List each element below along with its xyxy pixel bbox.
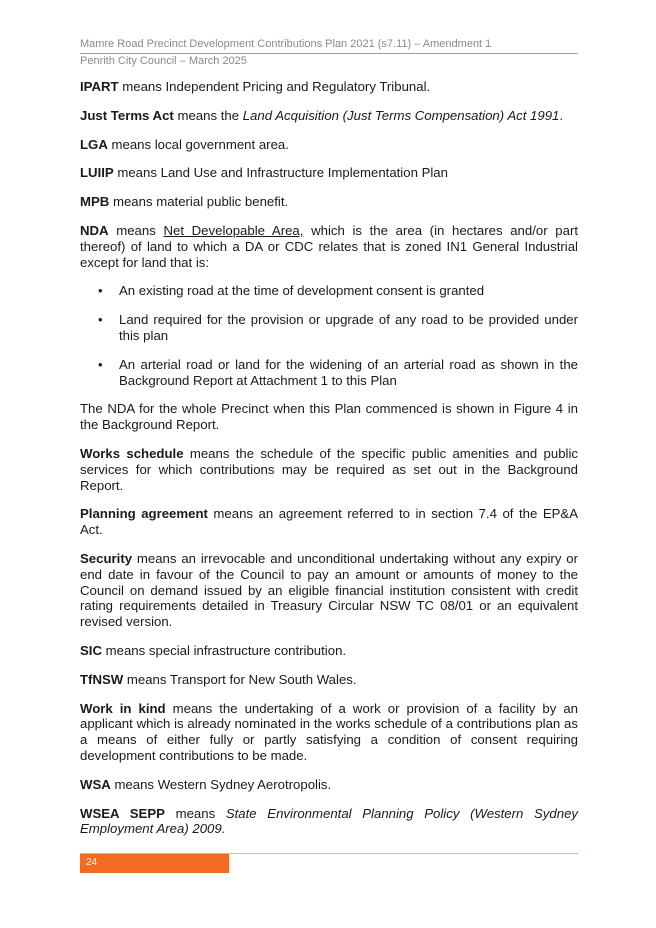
definition-text: means an irrevocable and unconditional undertaking without any expiry or end date in favour of the Council to pay an amount or amounts of money to the Council on demand issued by an eligible financial institution consistent with credit rating requirements detailed in Treasury Circular NSW TC 08/01 or an equivalent revised version. [80, 550, 578, 630]
definition-text: means material public benefit. [109, 194, 289, 210]
bullet-icon: • [98, 356, 103, 372]
definition-mpb [80, 194, 578, 210]
definition-wsea-sepp [80, 806, 578, 838]
definition-nda [80, 223, 578, 270]
definition-text: means the schedule of the specific public amenities and public services for which contributions may be required as set out in the Background Report. [80, 445, 578, 493]
nda-exclusions-list [80, 283, 578, 388]
definition-term: Work in kind [80, 700, 166, 716]
definition-term: SIC [80, 642, 102, 658]
definition-term: TfNSW [80, 671, 124, 687]
definition-term: WSA [80, 776, 111, 792]
definition-wsa [80, 777, 578, 793]
list-item [80, 283, 578, 299]
page-number-tab [80, 854, 229, 873]
nda-underlined-term: Net Developable Area, [163, 222, 304, 238]
bullet-icon: • [98, 312, 103, 328]
definition-lga [80, 137, 578, 153]
definition-text: means [164, 805, 226, 821]
policy-title: State Environmental Planning Policy (Western Sydney Employment Area) 2009. [80, 805, 578, 837]
definition-text: means Independent Pricing and Regulatory Tribunal. [118, 79, 431, 94]
list-item-text: An arterial road or land for the widening of an arterial road as shown in the Background Report at Attachment 1 to this Plan [119, 356, 578, 388]
page-header [80, 38, 578, 68]
list-item-text: Land required for the provision or upgrade of any road to be provided under this plan [119, 312, 578, 343]
definition-term: WSEA SEPP [80, 805, 165, 821]
definition-text: means Transport for New South Wales. [123, 671, 357, 687]
definition-text: means Western Sydney Aerotropolis. [110, 776, 332, 792]
list-item [80, 357, 578, 389]
definition-term: LUIIP [80, 165, 114, 181]
definition-term: Just Terms Act [80, 107, 174, 123]
definition-work-in-kind [80, 701, 578, 764]
document-subtitle: Penrith City Council – March 2025 [80, 55, 247, 67]
definition-text: means [108, 222, 164, 238]
definition-just-terms-act [80, 108, 578, 124]
definition-text-continued: which is the area (in hectares and/or part thereof) of land to which a DA or CDC relates that is zoned IN1 General Industrial except for land that is: [80, 222, 578, 270]
definition-text-end: . [559, 107, 564, 123]
definition-term: Planning agreement [80, 506, 208, 522]
definition-tfnsw [80, 672, 578, 688]
definition-text: means local government area. [107, 136, 289, 152]
definition-planning-agreement [80, 506, 578, 538]
definition-term: Security [80, 550, 133, 566]
definition-text: means an agreement referred to in section 7.4 of the EP&A Act. [80, 506, 578, 538]
definition-text: means Land Use and Infrastructure Implementation Plan [113, 165, 448, 181]
bullet-icon: • [98, 283, 103, 299]
definition-text: means the [173, 107, 243, 123]
page-number: 24 [86, 857, 98, 868]
definition-term: LGA [80, 136, 108, 152]
definition-sic [80, 643, 578, 659]
definition-text: means the undertaking of a work or provision of a facility by an applicant which is already nominated in the works schedule of a contributions plan as a means of either fully or partly satisfying a condition of consent requiring development contributions to be made. [80, 700, 578, 763]
definition-term: IPART [80, 79, 119, 94]
definition-security [80, 551, 578, 630]
definition-works-schedule [80, 446, 578, 493]
definition-luiip [80, 165, 578, 181]
definition-text: means special infrastructure contribution. [101, 642, 347, 658]
definition-ipart [80, 79, 578, 95]
list-item-text: An existing road at the time of development consent is granted [119, 283, 485, 299]
list-item [80, 312, 578, 344]
document-title: Mamre Road Precinct Development Contributions Plan 2021 (s7.11) – Amendment 1 [80, 38, 578, 54]
act-title: Land Acquisition (Just Terms Compensation) Act 1991 [242, 107, 560, 123]
definition-term: NDA [80, 222, 109, 238]
definition-term: Works schedule [80, 445, 184, 461]
nda-followup-paragraph: The NDA for the whole Precinct when this Plan commenced is shown in Figure 4 in the Background Report. [80, 401, 578, 433]
definition-term: MPB [80, 194, 110, 210]
definitions-list [80, 79, 578, 850]
